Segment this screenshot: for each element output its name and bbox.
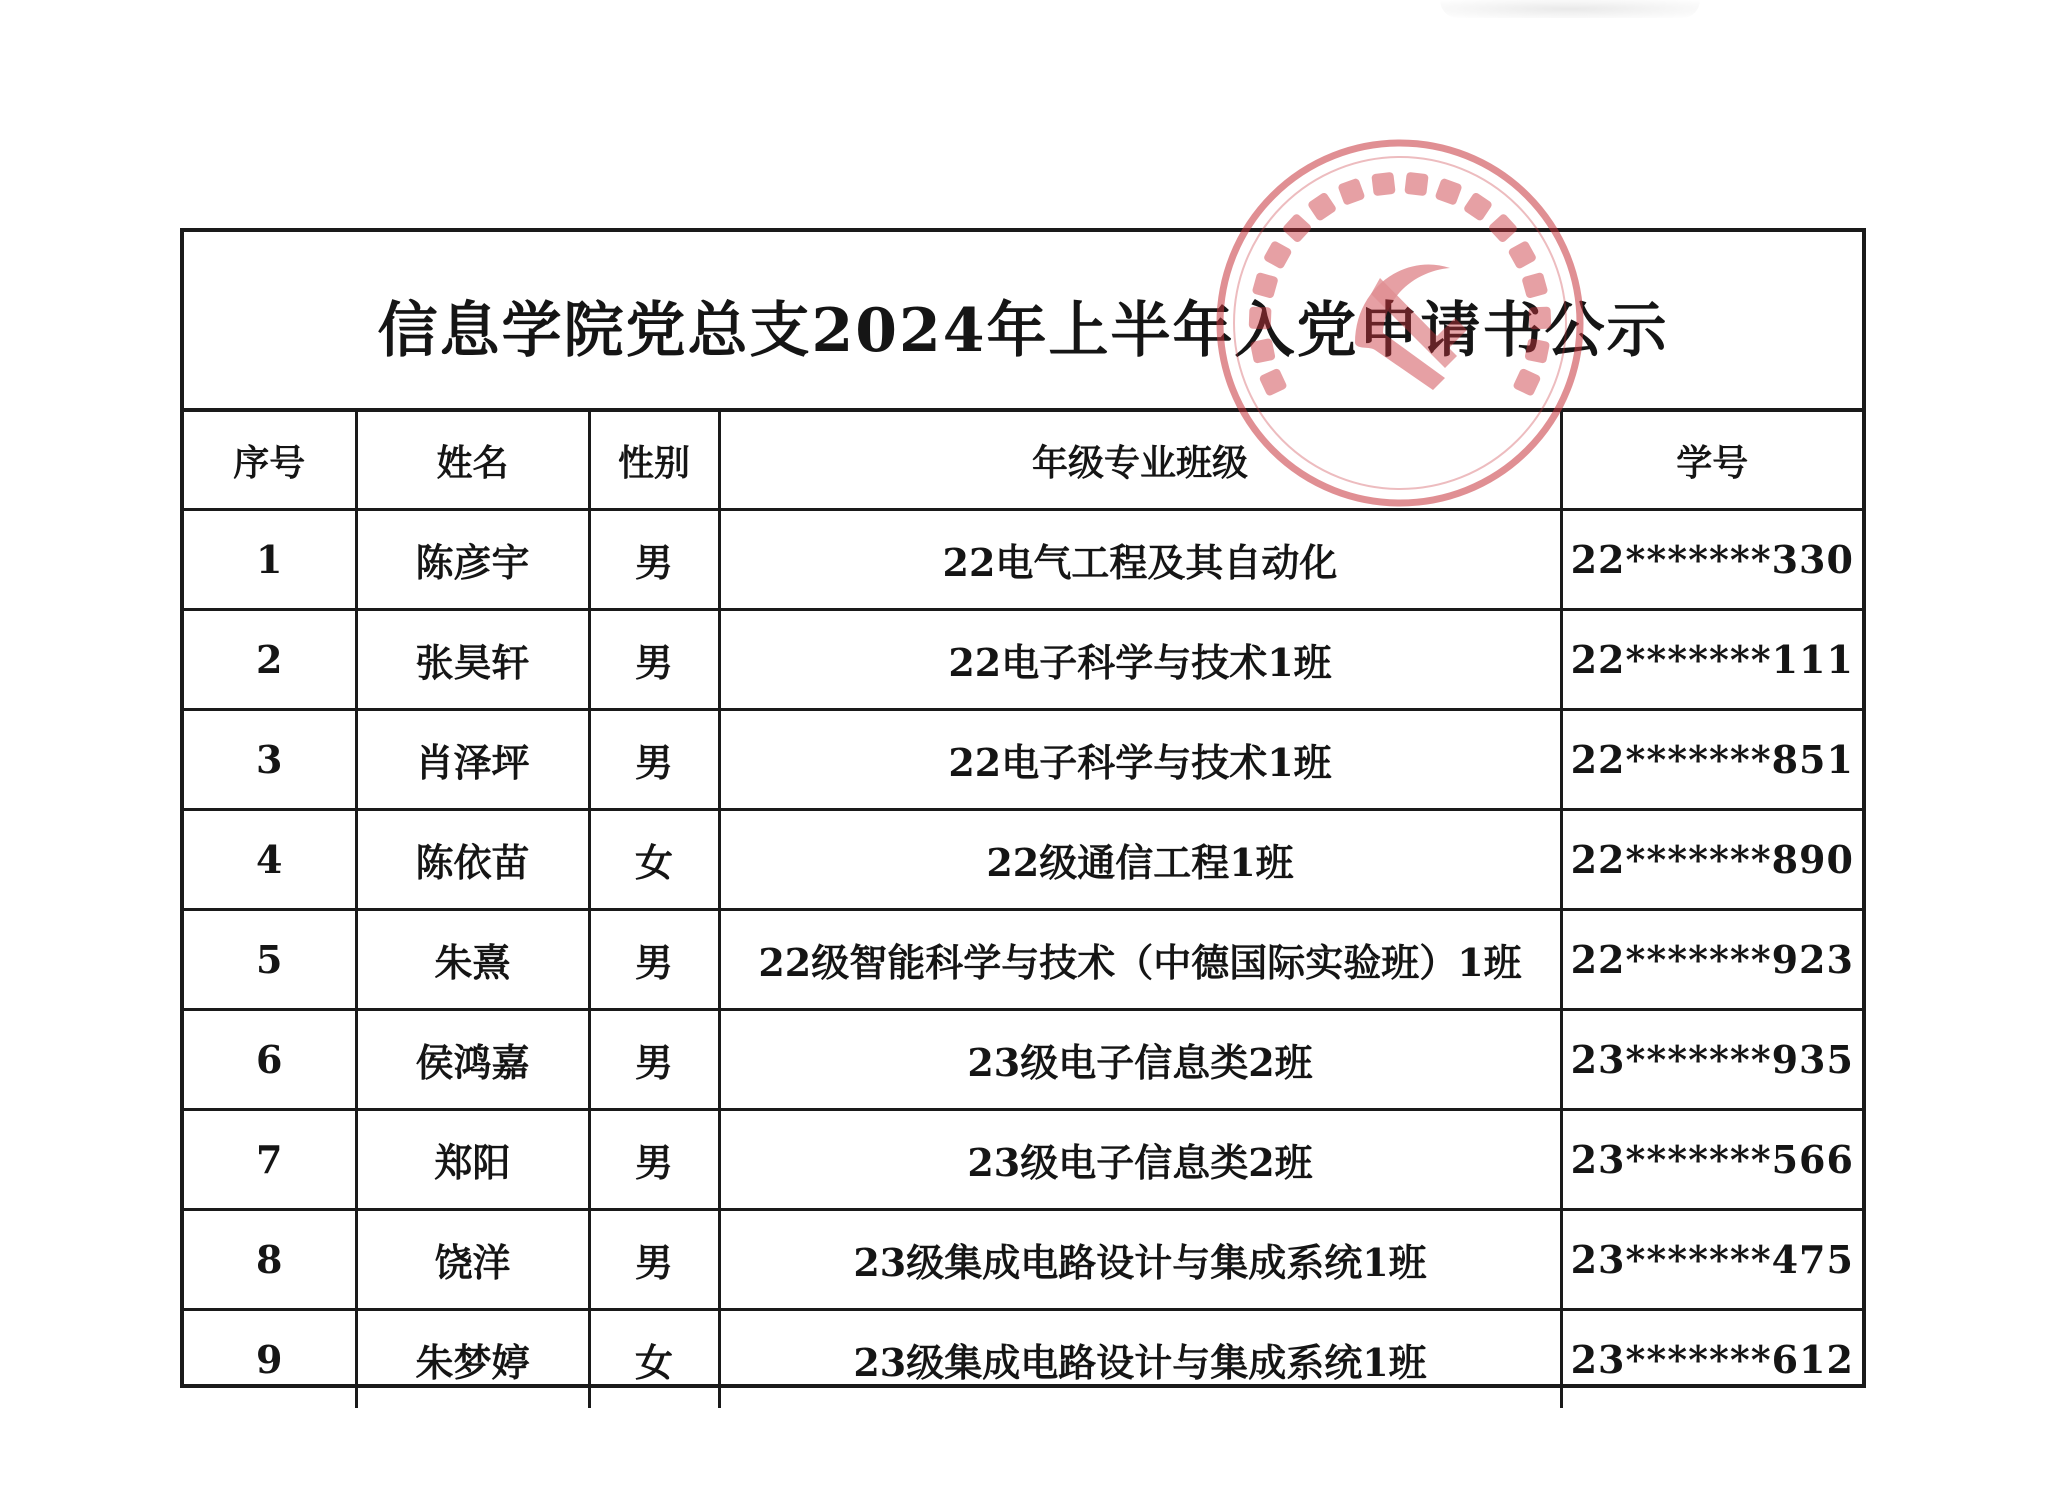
row-index: 5 (184, 910, 356, 1010)
row-class: 22电子科学与技术1班 (719, 610, 1561, 710)
row-index: 8 (184, 1210, 356, 1310)
header-index: 序号 (184, 412, 356, 510)
table-row (184, 1110, 1862, 1210)
row-name: 张昊轩 (356, 610, 589, 710)
row-gender: 男 (589, 1110, 719, 1210)
row-class: 22电气工程及其自动化 (719, 510, 1561, 610)
row-student-id: 22*******111 (1561, 610, 1862, 710)
row-index: 7 (184, 1110, 356, 1210)
row-gender: 男 (589, 610, 719, 710)
row-name: 侯鸿嘉 (356, 1010, 589, 1110)
row-student-id: 22*******851 (1561, 710, 1862, 810)
table-header-row (184, 412, 1862, 510)
title-row (184, 232, 1862, 412)
seal-glyph (1307, 191, 1338, 222)
row-student-id: 22*******890 (1561, 810, 1862, 910)
row-index: 6 (184, 1010, 356, 1110)
row-gender: 男 (589, 1210, 719, 1310)
row-name: 饶洋 (356, 1210, 589, 1310)
row-gender: 女 (589, 1310, 719, 1409)
table-row (184, 510, 1862, 610)
row-student-id: 22*******923 (1561, 910, 1862, 1010)
row-gender: 男 (589, 1010, 719, 1110)
row-gender: 男 (589, 510, 719, 610)
header-name: 姓名 (356, 412, 589, 510)
row-index: 2 (184, 610, 356, 710)
page-glare (1440, 0, 1700, 18)
seal-glyph (1463, 191, 1494, 222)
table-row (184, 610, 1862, 710)
row-name: 郑阳 (356, 1110, 589, 1210)
row-name: 陈依苗 (356, 810, 589, 910)
announcement-sheet (180, 228, 1866, 1388)
row-class: 23级电子信息类2班 (719, 1010, 1561, 1110)
row-gender: 男 (589, 910, 719, 1010)
row-name: 朱梦婷 (356, 1310, 589, 1409)
table-row (184, 1310, 1862, 1409)
row-gender: 男 (589, 710, 719, 810)
row-index: 4 (184, 810, 356, 910)
document-title: 信息学院党总支2024年上半年入党申请书公示 (377, 296, 1669, 366)
applicant-table (184, 412, 1862, 1408)
row-class: 23级电子信息类2班 (719, 1110, 1561, 1210)
row-index: 9 (184, 1310, 356, 1409)
row-class: 23级集成电路设计与集成系统1班 (719, 1310, 1561, 1409)
table-row (184, 710, 1862, 810)
row-name: 肖泽坪 (356, 710, 589, 810)
row-name: 朱熹 (356, 910, 589, 1010)
row-class: 22级通信工程1班 (719, 810, 1561, 910)
row-student-id: 23*******475 (1561, 1210, 1862, 1310)
table-row (184, 1010, 1862, 1110)
row-student-id: 23*******566 (1561, 1110, 1862, 1210)
row-class: 23级集成电路设计与集成系统1班 (719, 1210, 1561, 1310)
row-student-id: 23*******612 (1561, 1310, 1862, 1409)
row-student-id: 23*******935 (1561, 1010, 1862, 1110)
row-gender: 女 (589, 810, 719, 910)
header-gender: 性别 (589, 412, 719, 510)
table-row (184, 810, 1862, 910)
seal-glyph (1404, 172, 1428, 196)
header-class: 年级专业班级 (719, 412, 1561, 510)
seal-glyph (1337, 178, 1365, 206)
table-row (184, 1210, 1862, 1310)
seal-glyph (1434, 178, 1462, 206)
row-class: 22电子科学与技术1班 (719, 710, 1561, 810)
row-student-id: 22*******330 (1561, 510, 1862, 610)
seal-glyph (1371, 172, 1395, 196)
row-name: 陈彦宇 (356, 510, 589, 610)
header-student-id: 学号 (1561, 412, 1862, 510)
table-row (184, 910, 1862, 1010)
row-class: 22级智能科学与技术（中德国际实验班）1班 (719, 910, 1561, 1010)
row-index: 1 (184, 510, 356, 610)
row-index: 3 (184, 710, 356, 810)
